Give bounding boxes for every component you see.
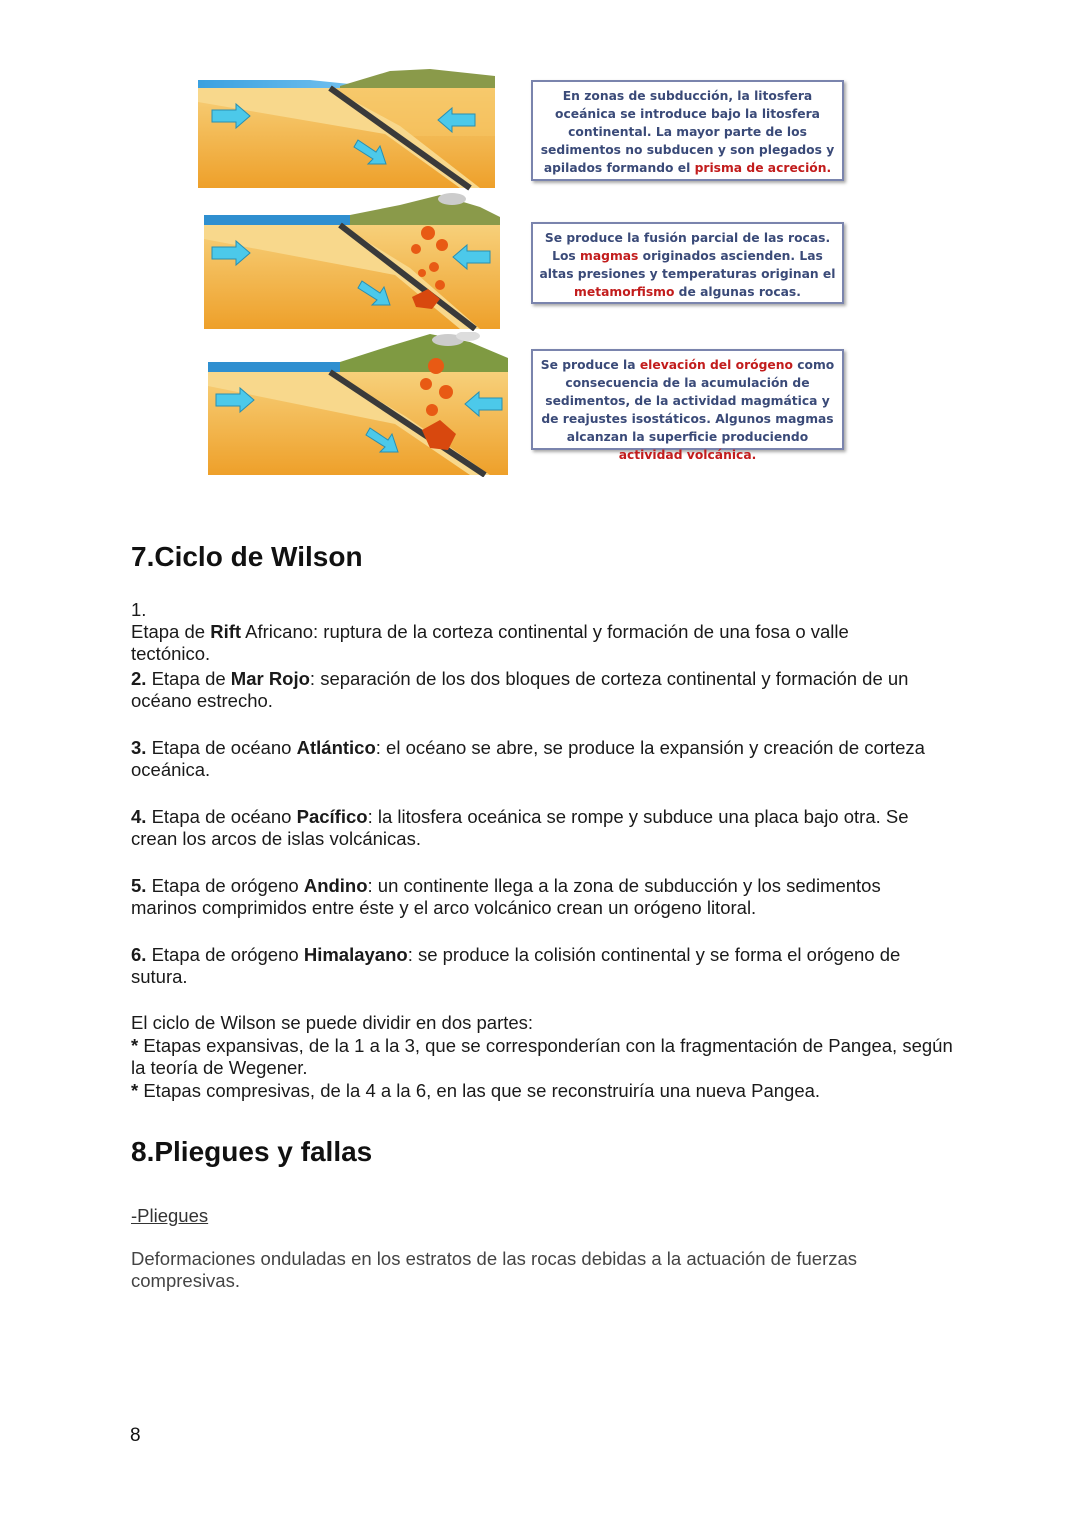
stage-keyword: Atlántico — [296, 737, 376, 758]
wilson-stage-1 — [131, 599, 951, 665]
stage-keyword: Mar Rojo — [230, 668, 310, 689]
caption-partial-melting — [531, 222, 844, 304]
summary-item-text: Etapas expansivas, de la 1 a la 3, que se corresponderían con la fragmentación de Pangea, según la teoría de Wegener. — [131, 1034, 953, 1078]
wilson-summary — [131, 1012, 961, 1102]
stage-text: : se produce la colisión continental y se forma el orógeno de sutura. — [131, 944, 901, 987]
bullet-asterisk: * — [131, 1034, 139, 1056]
pliegues-definition: Deformaciones onduladas en los estratos de las rocas debidas a la actuación de fuerzas compresivas. — [131, 1248, 858, 1291]
summary-item-text: Etapas compresivas, de la 4 a la 6, en las que se reconstruiría una nueva Pangea. — [138, 1079, 821, 1101]
stage-text: : el océano se abre, se produce la expansión y creación de corteza oceánica. — [131, 737, 925, 780]
section-8-title: 8.Pliegues y fallas — [131, 1136, 373, 1167]
caption-text: de algunas rocas. — [674, 285, 801, 299]
section-7-title: 7.Ciclo de Wilson — [131, 541, 363, 572]
caption-highlight: prisma de acreción. — [694, 161, 832, 175]
caption-highlight: metamorfismo — [574, 285, 675, 299]
wilson-stage-2 — [131, 668, 951, 712]
wilson-stage-3 — [131, 737, 951, 781]
bullet-asterisk: * — [131, 1079, 139, 1101]
subduction-diagram-stage-2 — [190, 193, 520, 318]
stage-number: 6. — [131, 944, 147, 965]
stage-text: Etapa de — [146, 668, 231, 689]
subheading-pliegues: -Pliegues — [131, 1205, 209, 1226]
caption-highlight: actividad volcánica. — [618, 448, 757, 462]
stage-keyword: Rift — [210, 621, 242, 642]
subduction-diagram-stage-3 — [190, 332, 520, 457]
caption-text: En zonas de subducción, la litosfera oceánica se introduce bajo la litosfera continental. La mayor parte de los sedimentos no subducen y son plegados y apilados formando el — [540, 89, 835, 175]
wilson-stage-5 — [131, 875, 951, 919]
stage-number: 5. — [131, 875, 147, 896]
stage-number: 2. — [131, 668, 147, 689]
summary-item — [131, 1080, 961, 1103]
stage-text: Etapa de océano — [146, 737, 297, 758]
caption-orogen-elevation — [531, 349, 844, 462]
stage-keyword: Pacífico — [296, 806, 368, 827]
stage-text: : un continente llega a la zona de subducción y los sedimentos marinos comprimidos entre éste y el arco volcánico crean un orógeno litoral. — [131, 875, 881, 918]
caption-highlight: elevación del orógeno — [639, 358, 793, 372]
stage-text: : separación de los dos bloques de corteza continental y formación de un océano estrecho. — [131, 668, 909, 711]
stage-number: 1. — [131, 599, 147, 620]
caption-highlight: magmas — [580, 249, 639, 263]
wilson-stage-4 — [131, 806, 951, 850]
stage-text: Africano: ruptura de la corteza continental y formación de una fosa o valle tectónico. — [131, 621, 849, 664]
stage-text: Etapa de orógeno — [146, 875, 304, 896]
caption-text: Se produce la fusión parcial de las rocas. Los — [544, 231, 831, 263]
caption-text: originados ascienden. Las altas presiones y temperaturas originan el — [539, 249, 836, 281]
stage-text: Etapa de orógeno — [146, 944, 304, 965]
stage-text: Etapa de — [131, 621, 211, 642]
caption-text: como consecuencia de la acumulación de sedimentos, de la actividad magmática y de reajustes isostáticos. Algunos magmas alcanzan la superficie produciendo — [541, 358, 835, 444]
wilson-stage-6 — [131, 944, 951, 988]
stage-number: 3. — [131, 737, 147, 758]
stage-number: 4. — [131, 806, 147, 827]
summary-item — [131, 1035, 961, 1080]
subduction-diagram-stage-1 — [190, 66, 520, 191]
stage-keyword: Andino — [303, 875, 368, 896]
caption-text: Se produce la — [540, 358, 640, 372]
caption-subduction — [531, 80, 844, 181]
subduction-figure — [190, 66, 860, 484]
page-number: 8 — [130, 1425, 141, 1446]
stage-text: Etapa de océano — [146, 806, 297, 827]
summary-intro: El ciclo de Wilson se puede dividir en dos partes: — [131, 1012, 534, 1033]
stage-text: : la litosfera oceánica se rompe y subduce una placa bajo otra. Se crean los arcos de islas volcánicas. — [131, 806, 909, 849]
stage-keyword: Himalayano — [303, 944, 408, 965]
